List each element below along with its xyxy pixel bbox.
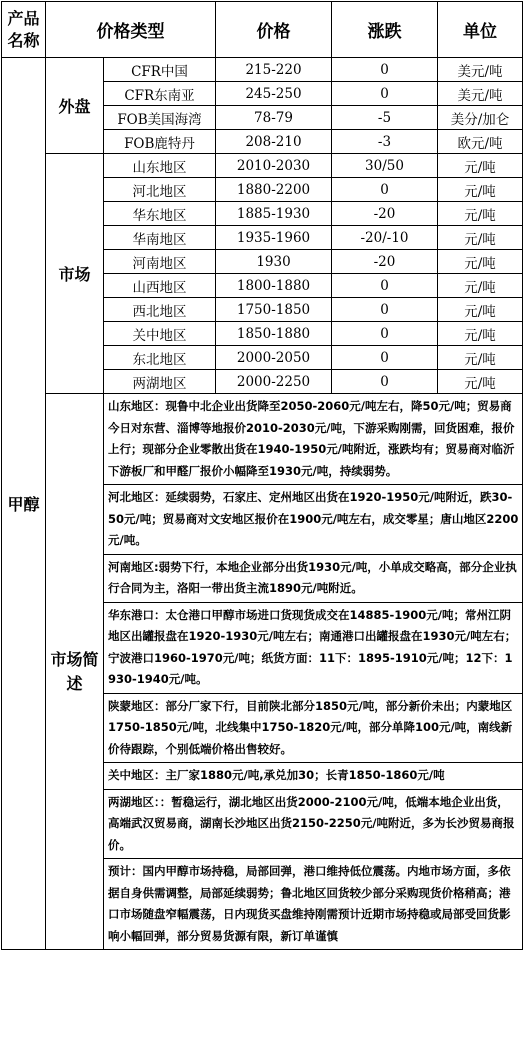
change-cell: 0	[332, 322, 438, 346]
unit-cell: 元/吨	[438, 226, 523, 250]
unit-cell: 美元/吨	[438, 58, 523, 82]
unit-cell: 元/吨	[438, 298, 523, 322]
unit-cell: 元/吨	[438, 178, 523, 202]
price-type-cell: 西北地区	[104, 298, 216, 322]
unit-cell: 欧元/吨	[438, 130, 523, 154]
price-cell: 1930	[216, 250, 332, 274]
group-label-market: 市场	[46, 154, 104, 394]
price-type-cell: 河北地区	[104, 178, 216, 202]
change-cell: 0	[332, 82, 438, 106]
table-row	[2, 154, 523, 178]
header-change: 涨跌	[332, 2, 438, 58]
change-cell: 0	[332, 346, 438, 370]
price-type-cell: CFR东南亚	[104, 82, 216, 106]
price-type-cell: FOB鹿特丹	[104, 130, 216, 154]
note-shaanxi-inner-mongolia: 陕蒙地区：部分厂家下行，目前陕北部分1850元/吨，部分新价未出；内蒙地区1750-1850元/吨，北线集中1750-1820元/吨，部分单降100元/吨，南线新价待跟踪，个别低端价格出售较好。	[104, 693, 523, 763]
change-cell: 0	[332, 178, 438, 202]
price-cell: 1935-1960	[216, 226, 332, 250]
price-cell: 1750-1850	[216, 298, 332, 322]
unit-cell: 美分/加仑	[438, 106, 523, 130]
price-type-cell: 关中地区	[104, 322, 216, 346]
methanol-price-table	[1, 1, 523, 950]
table-row	[2, 58, 523, 82]
note-east-china-port: 华东港口：太仓港口甲醇市场进口货现货成交在14885-1900元/吨；常州江阴地区出罐报盘在1920-1930元/吨左右；南通港口出罐报盘在1930元/吨左右；宁波港口1960-1970元/吨；纸货方面：11下：1895-1910元/吨；12下：1930-1940元/吨。	[104, 602, 523, 693]
price-cell: 2000-2250	[216, 370, 332, 394]
note-lianghu: 两湖地区：：暂稳运行，湖北地区出货2000-2100元/吨，低端本地企业出货，高端武汉贸易商，湖南长沙地区出货2150-2250元/吨附近，多为长沙贸易商报价。	[104, 789, 523, 859]
unit-cell: 元/吨	[438, 250, 523, 274]
summary-row	[2, 394, 523, 485]
price-cell: 215-220	[216, 58, 332, 82]
product-name-cell: 甲醇	[2, 58, 46, 950]
change-cell: -3	[332, 130, 438, 154]
unit-cell: 元/吨	[438, 346, 523, 370]
change-cell: 0	[332, 58, 438, 82]
change-cell: 30/50	[332, 154, 438, 178]
note-shandong: 山东地区：现鲁中北企业出货降至2050-2060元/吨左右，降50元/吨；贸易商今日对东营、淄博等地报价2010-2030元/吨，下游采购刚需，回货困难，报价上行；现部分企业零散出货在1940-1950元/吨附近，涨跌均有；贸易商对临沂下游板厂和甲醛厂报价小幅降至1930元/吨，持续弱势。	[104, 394, 523, 485]
note-henan: 河南地区:弱势下行，本地企业部分出货1930元/吨，小单成交略高，部分企业执行合同为主，洛阳一带出货主流1890元/吨附近。	[104, 554, 523, 602]
price-cell: 1800-1880	[216, 274, 332, 298]
price-type-cell: 东北地区	[104, 346, 216, 370]
change-cell: -20/-10	[332, 226, 438, 250]
unit-cell: 元/吨	[438, 154, 523, 178]
price-type-cell: 山东地区	[104, 154, 216, 178]
price-cell: 245-250	[216, 82, 332, 106]
price-type-cell: CFR中国	[104, 58, 216, 82]
change-cell: 0	[332, 370, 438, 394]
header-row	[2, 2, 523, 58]
note-guanzhong: 关中地区：主厂家1880元/吨,承兑加30；长青1850-1860元/吨	[104, 763, 523, 790]
price-type-cell: FOB美国海湾	[104, 106, 216, 130]
price-cell: 78-79	[216, 106, 332, 130]
unit-cell: 元/吨	[438, 202, 523, 226]
summary-label: 市场简述	[46, 394, 104, 950]
note-forecast: 预计：国内甲醇市场持稳，局部回弹，港口维持低位震荡。内地市场方面，多依据自身供需调整，局部延续弱势；鲁北地区回货较少部分采购现货价格稍高；港口市场随盘窄幅震荡，日内现货买盘维持刚需预计近期市场持稳或局部受回货影响小幅回弹，部分贸易货源有限，新订单谨慎	[104, 859, 523, 950]
change-cell: 0	[332, 298, 438, 322]
unit-cell: 元/吨	[438, 370, 523, 394]
group-label-overseas: 外盘	[46, 58, 104, 154]
price-type-cell: 华东地区	[104, 202, 216, 226]
price-type-cell: 山西地区	[104, 274, 216, 298]
change-cell: -20	[332, 202, 438, 226]
price-type-cell: 河南地区	[104, 250, 216, 274]
change-cell: 0	[332, 274, 438, 298]
change-cell: -20	[332, 250, 438, 274]
price-cell: 1885-1930	[216, 202, 332, 226]
price-cell: 1850-1880	[216, 322, 332, 346]
header-product-name: 产品名称	[2, 2, 46, 58]
unit-cell: 元/吨	[438, 274, 523, 298]
price-cell: 1880-2200	[216, 178, 332, 202]
header-unit: 单位	[438, 2, 523, 58]
header-price: 价格	[216, 2, 332, 58]
price-type-cell: 华南地区	[104, 226, 216, 250]
change-cell: -5	[332, 106, 438, 130]
price-cell: 208-210	[216, 130, 332, 154]
header-price-type: 价格类型	[46, 2, 216, 58]
price-cell: 2010-2030	[216, 154, 332, 178]
unit-cell: 美元/吨	[438, 82, 523, 106]
unit-cell: 元/吨	[438, 322, 523, 346]
price-type-cell: 两湖地区	[104, 370, 216, 394]
note-hebei: 河北地区：延续弱势，石家庄、定州地区出货在1920-1950元/吨附近，跌30-50元/吨；贸易商对文安地区报价在1900元/吨左右，成交零星；唐山地区2200元/吨。	[104, 485, 523, 555]
price-cell: 2000-2050	[216, 346, 332, 370]
